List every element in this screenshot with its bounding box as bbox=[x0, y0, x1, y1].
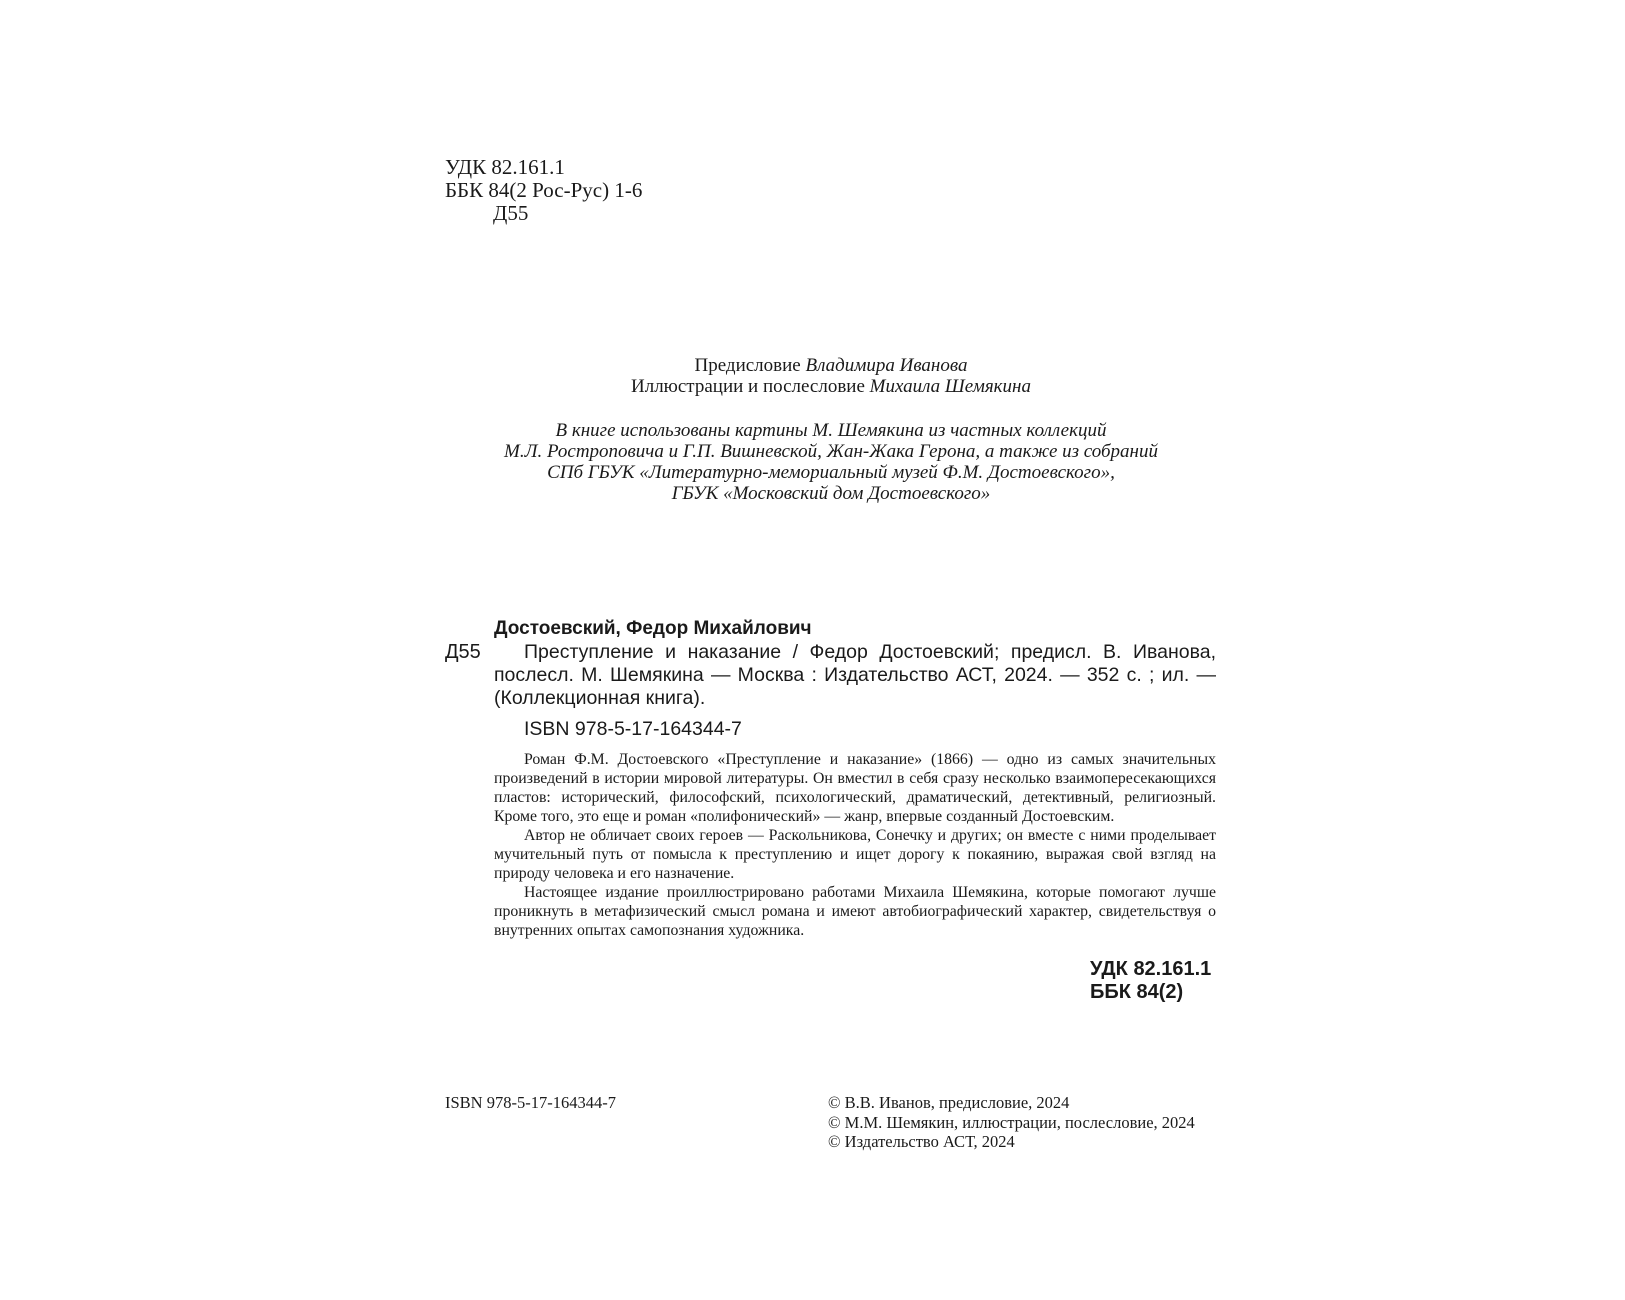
illustrations-credit bbox=[420, 376, 1242, 397]
collections-line: М.Л. Ростроповича и Г.П. Вишневской, Жан-Жака Герона, а также из собраний bbox=[504, 441, 1158, 462]
copyright-line: © М.М. Шемякин, иллюстрации, послесловие, 2024 bbox=[828, 1112, 1195, 1132]
copyright-block bbox=[828, 1093, 1195, 1152]
copyright-line: © Издательство АСТ, 2024 bbox=[828, 1132, 1015, 1151]
classification-block bbox=[445, 156, 642, 225]
collections-line: ГБУК «Московский дом Достоевского» bbox=[671, 483, 991, 504]
record-description: Преступление и наказание / Федор Достоевский; предисл. В. Иванова, послесл. М. Шемякина — Москва : Издательство АСТ, 2024. — 352 с. ; ил. — (Коллекционная книга). bbox=[494, 641, 1216, 709]
annotation-paragraph: Настоящее издание проиллюстрировано работами Михаила Шемякина, которые помогают лучше проникнуть в метафизический смысл романа и имеют автобиографический характер, свидетельствуя о внутренних опытах самопознания художника. bbox=[494, 884, 1216, 939]
udk-code-bold: УДК 82.161.1 bbox=[1090, 958, 1212, 980]
author-mark: Д55 bbox=[493, 201, 529, 225]
bbk-code: ББК 84(2 Рос-Рус) 1-6 bbox=[445, 178, 643, 202]
collections-line: В книге использованы картины М. Шемякина из частных коллекций bbox=[555, 420, 1107, 441]
annotation-paragraph: Роман Ф.М. Достоевского «Преступление и наказание» (1866) — одно из самых значительных произведений в истории мировой литературы. Он вместил в себя сразу несколько взаимопересекающихся пластов: исторический, философский, психологический, драматический, детективный, религиозный. Кроме того, это еще и роман «полифонический» — жанр, впервые созданный Достоевским. bbox=[494, 751, 1216, 825]
copyright-line: © В.В. Иванов, предисловие, 2024 bbox=[828, 1093, 1070, 1112]
collections-note bbox=[420, 420, 1242, 504]
record-code: Д55 bbox=[445, 641, 481, 663]
illustrations-label: Иллюстрации и послесловие bbox=[631, 376, 865, 397]
collections-line: СПб ГБУК «Литературно-мемориальный музей Ф.М. Достоевского», bbox=[547, 462, 1115, 483]
spacer bbox=[420, 397, 1242, 420]
udk-code: УДК 82.161.1 bbox=[445, 155, 565, 179]
footer-isbn: ISBN 978-5-17-164344-7 bbox=[445, 1093, 616, 1112]
annotation bbox=[494, 750, 1216, 940]
record-isbn: ISBN 978-5-17-164344-7 bbox=[524, 718, 742, 740]
classification-codes bbox=[1090, 958, 1211, 1004]
record-author: Достоевский, Федор Михайлович bbox=[494, 618, 812, 639]
illustrations-author: Михаила Шемякина bbox=[869, 376, 1031, 397]
preface-label: Предисловие bbox=[694, 355, 801, 376]
annotation-paragraph: Автор не обличает своих героев — Раскольникова, Сонечку и других; он вместе с ними проделывает мучительный путь от помысла к преступлению и ищет дорогу к покаянию, выражая свой взгляд на природу человека и его назначение. bbox=[494, 827, 1216, 882]
credits-block bbox=[420, 355, 1242, 504]
bbk-code-bold: ББК 84(2) bbox=[1090, 981, 1184, 1003]
preface-author: Владимира Иванова bbox=[805, 355, 968, 376]
preface-credit bbox=[420, 355, 1242, 376]
